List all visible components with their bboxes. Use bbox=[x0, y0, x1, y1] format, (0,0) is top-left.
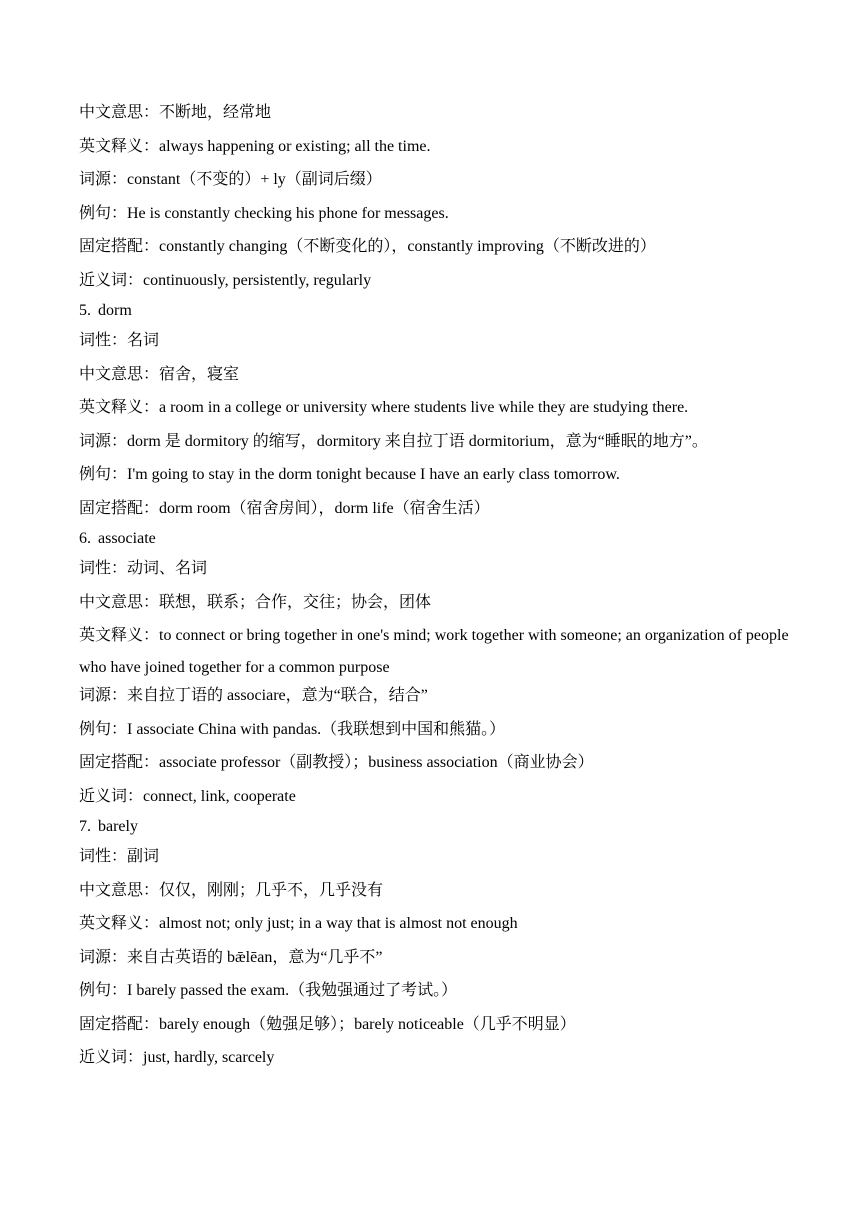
etymology-line: 词源：dorm 是 dormitory 的缩写，dormitory 来自拉丁语 dormitorium，意为“睡眠的地方”。 bbox=[79, 432, 708, 450]
collocation-line: 固定搭配：barely enough（勉强足够）；barely noticeable（几乎不明显） bbox=[79, 1015, 576, 1033]
etymology-line: 词源：来自拉丁语的 associare，意为“联合，结合” bbox=[79, 687, 428, 705]
etymology-line: 词源：来自古英语的 bǣlēan，意为“几乎不” bbox=[79, 948, 383, 966]
entry-number: 5. bbox=[79, 301, 91, 319]
part-of-speech-line: 词性：副词 bbox=[79, 847, 160, 865]
etymology-line: 词源：constant（不变的）+ ly（副词后缀） bbox=[79, 171, 382, 189]
chinese-meaning-line: 中文意思：不断地，经常地 bbox=[79, 104, 272, 121]
entry-word: barely bbox=[98, 817, 138, 835]
example-sentence-line: 例句：I associate China with pandas.（我联想到中国和熊猫。） bbox=[79, 720, 506, 738]
chinese-meaning-line: 中文意思：联想，联系；合作，交往；协会，团体 bbox=[79, 593, 432, 611]
entry-word: dorm bbox=[98, 301, 132, 319]
collocation-line: 固定搭配：associate professor（副教授）；business association（商业协会） bbox=[79, 754, 594, 772]
entry-number: 7. bbox=[79, 817, 91, 835]
entry-word: associate bbox=[98, 529, 156, 547]
example-sentence-line: 例句：I barely passed the exam.（我勉强通过了考试。） bbox=[79, 982, 458, 1000]
entry-heading-barely bbox=[79, 816, 790, 838]
english-definition-line: 英文释义：always happening or existing; all the time. bbox=[79, 137, 431, 155]
english-definition-line: 英文释义：to connect or bring together in one's mind; work together with someone; an organization of people who have joined together for a common purpose bbox=[79, 627, 789, 677]
entry-heading-associate bbox=[79, 528, 790, 550]
synonyms-line: 近义词：continuously, persistently, regularly bbox=[79, 271, 372, 289]
entry-heading-dorm bbox=[79, 300, 790, 322]
english-definition-line: 英文释义：almost not; only just; in a way that is almost not enough bbox=[79, 915, 518, 933]
collocation-line: 固定搭配：dorm room（宿舍房间），dorm life（宿舍生活） bbox=[79, 499, 490, 517]
part-of-speech-line: 词性：名词 bbox=[79, 331, 160, 349]
collocation-line: 固定搭配：constantly changing（不断变化的），constantly improving（不断改进的） bbox=[79, 238, 656, 256]
synonyms-line: 近义词：connect, link, cooperate bbox=[79, 787, 296, 805]
part-of-speech-line: 词性：动词、名词 bbox=[79, 559, 208, 577]
chinese-meaning-line: 中文意思：仅仅，刚刚；几乎不，几乎没有 bbox=[79, 881, 384, 899]
example-sentence-line: 例句：He is constantly checking his phone for messages. bbox=[79, 204, 449, 222]
example-sentence-line: 例句：I'm going to stay in the dorm tonight because I have an early class tomorrow. bbox=[79, 466, 620, 484]
synonyms-line: 近义词：just, hardly, scarcely bbox=[79, 1049, 275, 1067]
chinese-meaning-line: 中文意思：宿舍，寝室 bbox=[79, 365, 240, 383]
entry-number: 6. bbox=[79, 529, 91, 547]
english-definition-line: 英文释义：a room in a college or university where students live while they are studying there. bbox=[79, 399, 689, 417]
